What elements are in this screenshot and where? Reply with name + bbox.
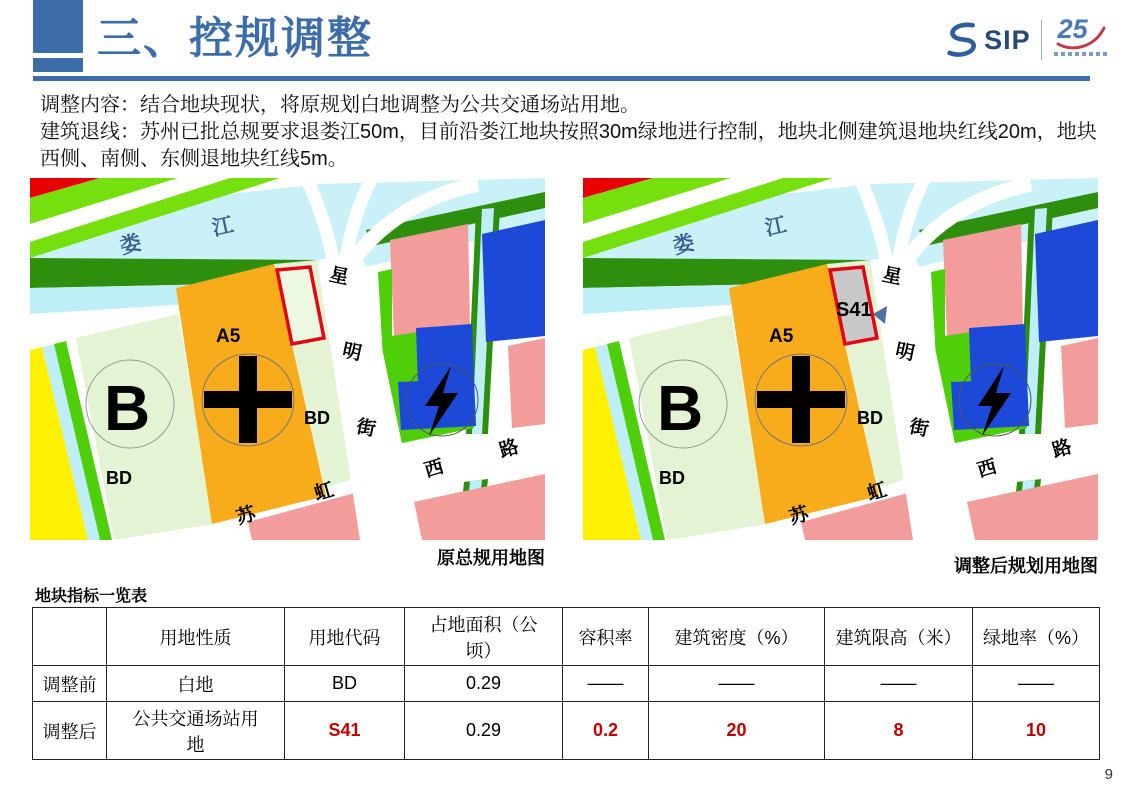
original-landuse-map xyxy=(30,178,545,540)
cell-code-after: S41 xyxy=(285,702,405,760)
col-header-blank xyxy=(33,608,107,666)
cell-density-after: 20 xyxy=(649,702,825,760)
cell-far-after: 0.2 xyxy=(563,702,649,760)
table-title: 地块指标一览表 xyxy=(35,588,148,605)
col-header-greenratio: 绿地率（%） xyxy=(973,608,1100,666)
cell-code-before: BD xyxy=(285,666,405,702)
logo-divider xyxy=(1041,20,1042,60)
header-accent-square xyxy=(33,0,83,53)
cell-density-before: —— xyxy=(649,666,825,702)
cell-height-before: —— xyxy=(825,666,973,702)
intro-text xyxy=(40,92,1102,173)
col-header-code: 用地代码 xyxy=(285,608,405,666)
table-row-after xyxy=(33,702,1100,760)
sip-swoosh-icon xyxy=(945,20,978,60)
anniversary-smallprint xyxy=(1054,52,1108,56)
cell-far-before: —— xyxy=(563,666,649,702)
page-number: 9 xyxy=(1104,766,1113,783)
cell-height-after: 8 xyxy=(825,702,973,760)
col-header-density: 建筑密度（%） xyxy=(649,608,825,666)
sip-logo xyxy=(945,12,1105,68)
page-title: 三、控规调整 xyxy=(97,14,373,63)
row-label-after: 调整后 xyxy=(33,702,107,760)
map-caption-adjusted: 调整后规划用地图 xyxy=(954,556,1098,576)
cell-green-after: 10 xyxy=(973,702,1100,760)
cell-landuse-after: 公共交通场站用地 xyxy=(107,702,285,760)
map-caption-original: 原总规用地图 xyxy=(437,548,545,568)
intro-line-1: 调整内容：结合地块现状，将原规划白地调整为公共交通场站用地。 xyxy=(40,94,640,116)
plot-indicators-table xyxy=(32,607,1100,760)
col-header-heightlimit: 建筑限高（米） xyxy=(825,608,973,666)
cell-area-after: 0.29 xyxy=(405,702,563,760)
sip-logo-text: SIP xyxy=(984,24,1031,55)
col-header-landuse: 用地性质 xyxy=(107,608,285,666)
s41-plot-label: S41 xyxy=(836,299,872,321)
table-header-row xyxy=(33,608,1100,666)
anniversary-25-logo xyxy=(1052,14,1105,66)
cell-landuse-before: 白地 xyxy=(107,666,285,702)
col-header-area: 占地面积（公顷） xyxy=(405,608,563,666)
header-accent-bar xyxy=(33,58,83,72)
cell-area-before: 0.29 xyxy=(405,666,563,702)
table-row-before xyxy=(33,666,1100,702)
col-header-far: 容积率 xyxy=(563,608,649,666)
anniversary-number: 25 xyxy=(1057,14,1088,44)
cell-green-before: —— xyxy=(973,666,1100,702)
row-label-before: 调整前 xyxy=(33,666,107,702)
header-rule xyxy=(33,76,1090,81)
adjusted-landuse-map xyxy=(583,178,1098,540)
intro-line-2: 建筑退线：苏州已批总规要求退娄江50m，目前沿娄江地块按照30m绿地进行控制，地块北侧建筑退地块红线20m，地块西侧、南侧、东侧退地块红线5m。 xyxy=(40,121,1097,170)
